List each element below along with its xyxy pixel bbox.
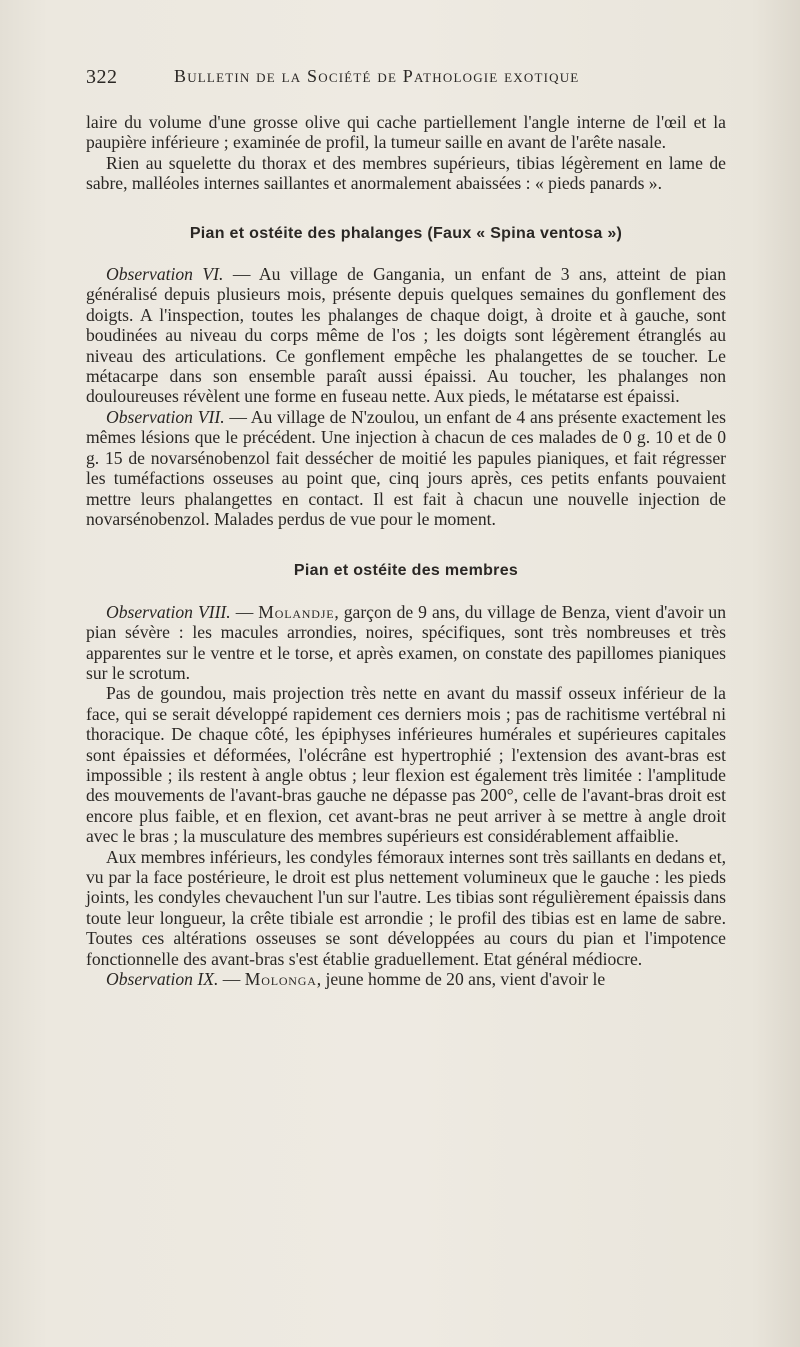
paragraph-skeleton: Rien au squelette du thorax et des membres supérieurs, tibias légèrement en lame de sabre, malléoles internes saillantes et anormalement abaissées : « pieds panards ». [86, 152, 726, 194]
observation-9-text: , jeune homme de 20 ans, vient d'avoir le [316, 969, 606, 990]
observation-7-label: Observation VII. [106, 406, 225, 427]
observation-7-text: — Au village de N'zoulou, un enfant de 4 ans présente exactement les mêmes lésions que le précédent. Une injection à chacun de ces malades de 0 g. 10 et de 0 g. 15 de novarsénobenzol fait dessécher de moitié les papules pianiques, et fait régresser les tuméfactions osseuses au point que, cinq jours après, ces petits enfants pouvaient mettre leurs phalangettes en contact. Il est fait à chacun une nouvelle injection de novarsénobenzol. Malades perdus de vue pour le moment. [86, 406, 726, 529]
paragraph-goundou: Pas de goundou, mais projection très nette en avant du massif osseux inférieur de la face, qui se serait développé rapidement ces derniers mois ; pas de rachitisme vertébral ni thoracique. De chaque côté, les épiphyses inférieures humérales et supérieures capitales sont épaissies et déformées, l'olécrâne est hypertrophié ; l'extension des avant-bras est impossible ; ils restent à angle obtus ; leur flexion est également très limitée : l'amplitude des mouvements de l'avant-bras gauche ne dépasse pas 200°, celle de l'avant-bras droit est encore plus faible, et en flexion, cet avant-bras ne peut arriver à se mettre à angle droit avec le bras ; la musculature des membres supérieurs est considérablement affaiblie. [86, 683, 726, 847]
observation-7 [86, 407, 726, 529]
observation-8-text: , garçon de 9 ans, du village de Benza, vient d'avoir un pian sévère : les macules arrondies, noires, spécifiques, sont très nombreuses et très apparentes sur le ventre et le torse, et après examen, on constate des papillomes pianiques sur le scrotum. [86, 601, 727, 683]
observation-9: Observation IX. — Molonga, jeune homme de 20 ans, vient d'avoir le [106, 969, 606, 990]
observation-8-label: Observation VIII. [106, 601, 231, 622]
observation-6 [86, 264, 726, 407]
paragraph-continuation: laire du volume d'une grosse olive qui cache partiellement l'angle interne de l'œil et la paupière inférieure ; examinée de profil, la tumeur saille en avant de l'arête nasale. [86, 112, 726, 153]
page-number: 322 [86, 66, 118, 88]
observation-6-label: Observation VI. [106, 264, 224, 285]
section-heading-membres: Pian et ostéite des membres [293, 562, 519, 580]
observation-9-patient-name: Molonga [244, 969, 317, 990]
observation-8-patient-name: Molandje [258, 601, 335, 622]
body-text [86, 112, 726, 989]
observation-8: Observation VIII. — Molandje, garçon de 9 ans, du village de Benza, vient d'avoir un pian sévère : les macules arrondies, noires, spécifiques, sont très nombreuses et très apparentes sur le ventre et le torse, et après examen, on constate des papillomes pianiques sur le scrotum. [86, 601, 727, 683]
observation-9-label: Observation IX. [106, 969, 219, 990]
observation-6-text: — Au village de Gangania, un enfant de 3 ans, atteint de pian généralisé depuis plusieurs mois, présente depuis quelques semaines du gonflement des doigts. A l'inspection, toutes les phalanges de chaque doigt, à droite et à gauche, sont boudinées au niveau du corps même de l'os ; les doigts sont légèrement étranglés au niveau des articulations. Ce gonflement empêche les phalangettes de se toucher. Le métacarpe dans son ensemble paraît aussi épaissi. Au toucher, les phalanges non douloureuses révèlent une forme en fuseau nette. Aux pieds, le métatarse est épaissi. [86, 264, 726, 407]
paragraph-membres-inferieurs: Aux membres inférieurs, les condyles fémoraux internes sont très saillants en dedans et, vu par la face postérieure, le droit est plus nettement volumineux que le gauche : les pieds joints, les condyles chevauchent l'un sur l'autre. Les tibias sont régulièrement épaissis dans toute leur longueur, la crête tibiale est arrondie ; le profil des tibias est en lame de sabre. Toutes ces altérations osseuses se sont développées au cours du pian et l'impotence fonctionnelle des avant-bras s'est établie graduellement. Etat général médiocre. [86, 846, 726, 969]
section-heading-phalanges: Pian et ostéite des phalanges (Faux « Spina ventosa ») [189, 224, 623, 242]
running-title: Bulletin de la Société de Pathologie exotique [174, 66, 580, 86]
page-header [86, 66, 736, 90]
